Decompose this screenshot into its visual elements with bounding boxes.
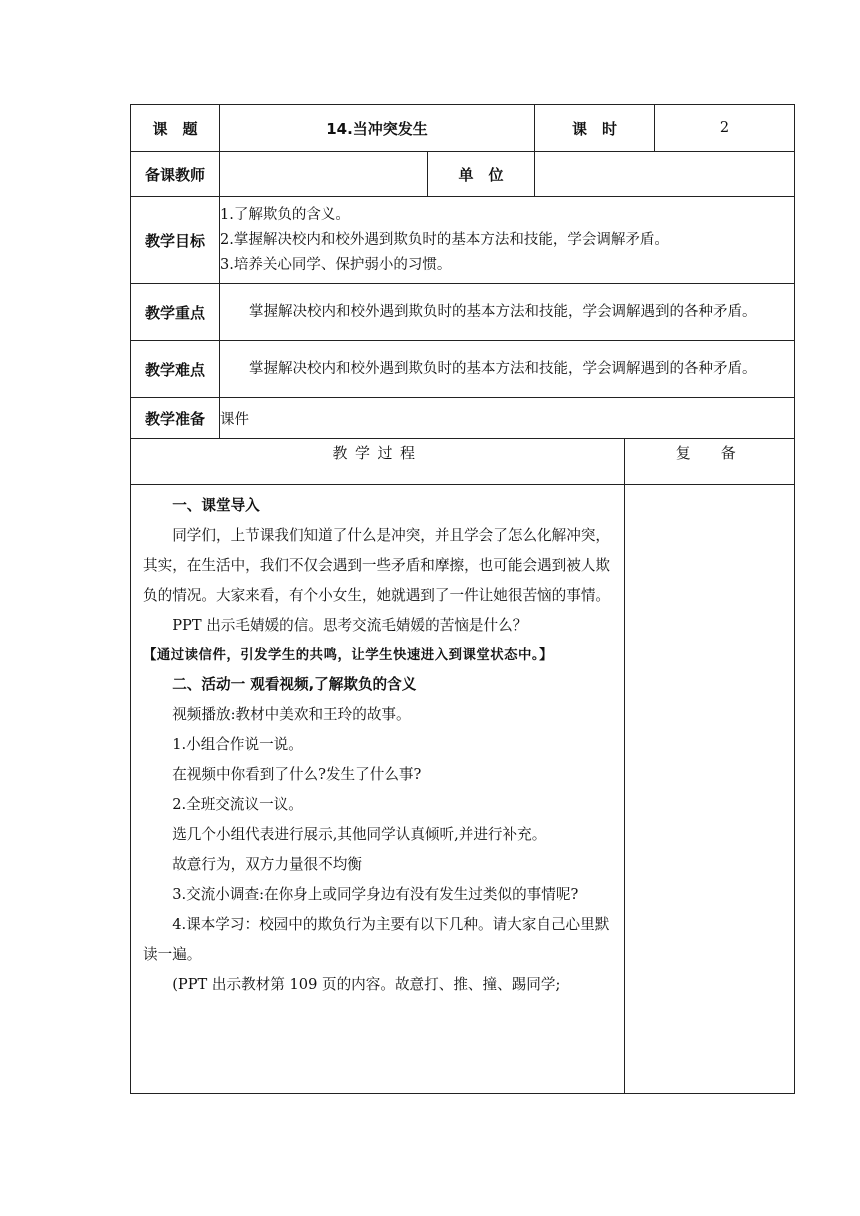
lesson-plan-table (130, 104, 795, 1094)
process-paragraph: 1.小组合作说一说。 (172, 736, 303, 754)
process-paragraph: 选几个小组代表进行展示,其他同学认真倾听,并进行补充。 (172, 825, 547, 843)
difficulties-row (131, 341, 795, 398)
teacher-row (131, 152, 795, 197)
section-heading: 一、课堂导入 (172, 497, 260, 514)
difficulties-label: 教学难点 (131, 341, 220, 398)
process-paragraph: 视频播放:教材中美欢和王玲的故事。 (172, 706, 411, 724)
process-paragraph: 3.交流小调查:在你身上或同学身边有没有发生过类似的事情呢? (172, 885, 579, 903)
design-note: 【通过读信件，引发学生的共鸣，让学生快速进入到课堂状态中。】 (143, 647, 554, 663)
unit-value (535, 152, 795, 197)
unit-label: 单 位 (428, 152, 535, 197)
process-paragraph: 同学们，上节课我们知道了什么是冲突，并且学会了怎么化解冲突，其实，在生活中，我们不仅会遇到一些矛盾和摩擦，也可能会遇到被人欺负的情况。大家来看，有个小女生，她就遇到了一件让她很苦恼的事情。 (143, 526, 611, 604)
goal-item: 1.了解欺负的含义。 (220, 206, 350, 223)
goals-content (220, 197, 795, 284)
process-paragraph: PPT 出示毛婧媛的信。思考交流毛婧媛的苦恼是什么？ (172, 616, 528, 634)
hours-label: 课 时 (535, 105, 655, 152)
goals-label: 教学目标 (131, 197, 220, 284)
goal-item: 2.掌握解决校内和校外遇到欺负时的基本方法和技能，学会调解矛盾。 (220, 231, 669, 248)
topic-label: 课 题 (131, 105, 220, 152)
process-header-row (131, 439, 795, 485)
process-paragraph: 2.全班交流议一议。 (172, 796, 303, 814)
preparation-row (131, 398, 795, 439)
process-paragraph: 故意行为，双方力量很不均衡 (172, 855, 362, 873)
goal-item: 3.培养关心同学、保护弱小的习惯。 (220, 256, 452, 273)
process-title-cell (131, 439, 625, 485)
process-paragraph: (PPT 出示教材第 109 页的内容。故意打、推、撞、踢同学; (172, 975, 561, 993)
topic-row (131, 105, 795, 152)
process-body-row (131, 485, 795, 1094)
review-title: 复 备 (675, 444, 744, 462)
preparation-label: 教学准备 (131, 398, 220, 439)
process-paragraph: 在视频中你看到了什么?发生了什么事? (172, 766, 422, 784)
goals-row (131, 197, 795, 284)
process-title: 教学过程 (332, 444, 423, 462)
hours-value: 2 (655, 105, 795, 152)
difficulties-text: 掌握解决校内和校外遇到欺负时的基本方法和技能，学会调解遇到的各种矛盾。 (220, 341, 795, 398)
review-title-cell (625, 439, 795, 485)
teacher-label: 备课教师 (131, 152, 220, 197)
teacher-value (220, 152, 428, 197)
key-points-label: 教学重点 (131, 284, 220, 341)
key-points-text: 掌握解决校内和校外遇到欺负时的基本方法和技能，学会调解遇到的各种矛盾。 (220, 284, 795, 341)
key-points-row (131, 284, 795, 341)
topic-value: 14.当冲突发生 (220, 105, 535, 152)
process-content (131, 485, 625, 1094)
review-content (625, 485, 795, 1094)
section-heading: 二、活动一 观看视频,了解欺负的含义 (172, 676, 417, 694)
process-paragraph: 4.课本学习：校园中的欺负行为主要有以下几种。请大家自己心里默读一遍。 (143, 915, 610, 963)
preparation-text: 课件 (220, 398, 795, 439)
